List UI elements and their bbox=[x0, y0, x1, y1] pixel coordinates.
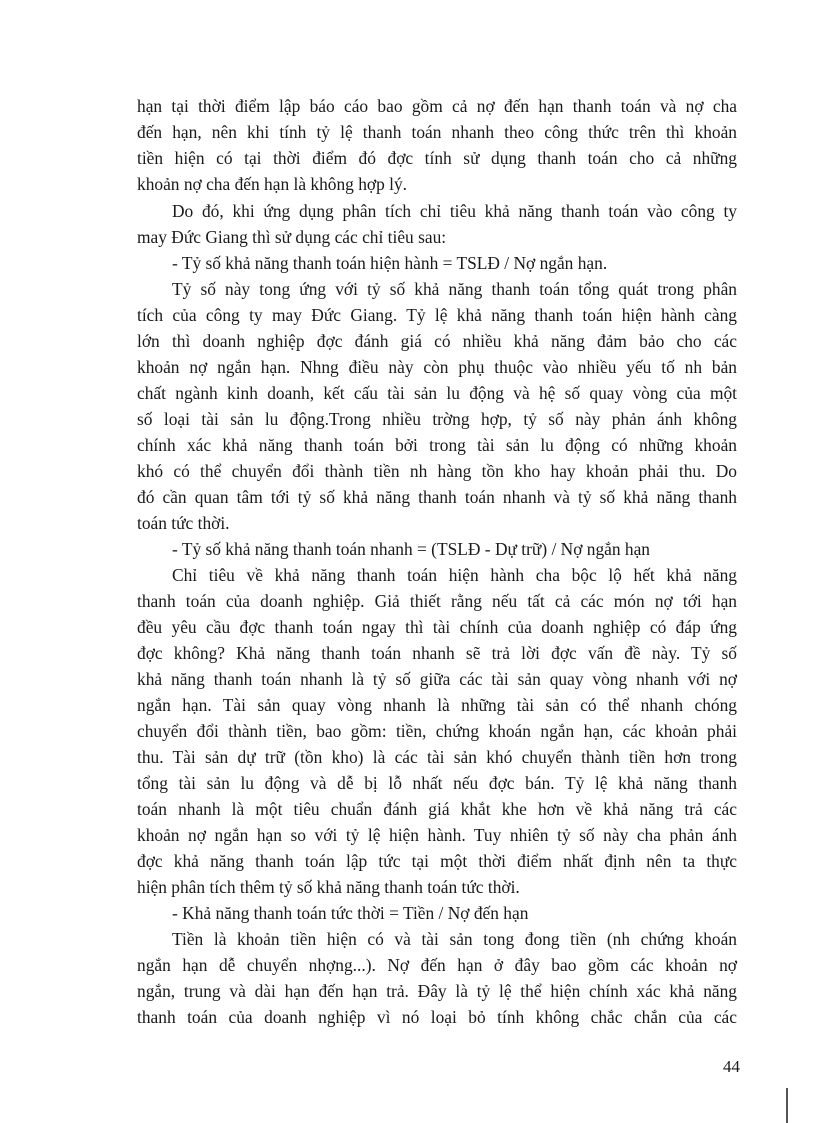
text-line: đều yêu cầu đợc thanh toán ngay thì tài chính của doanh nghiệp có đáp ứng bbox=[137, 617, 737, 637]
text-line: Do đó, khi ứng dụng phân tích chỉ tiêu khả năng thanh toán vào công ty bbox=[172, 201, 737, 221]
text-line: hạn tại thời điểm lập báo cáo bao gồm cả nợ đến hạn thanh toán và nợ cha bbox=[137, 96, 737, 116]
text-line: số loại tài sản lu động.Trong nhiều trờng hợp, tỷ số này phản ánh không bbox=[137, 409, 737, 429]
text-line: thanh toán của doanh nghiệp. Giả thiết rằng nếu tất cả các món nợ tới hạn bbox=[137, 591, 737, 611]
text-line: đợc không? Khả năng thanh toán nhanh sẽ trả lời đợc vấn đề này. Tỷ số bbox=[137, 643, 737, 663]
text-line: khoản nợ cha đến hạn là không hợp lý. bbox=[137, 174, 408, 194]
text-line: khoản nợ ngắn hạn so với tỷ lệ hiện hành. Tuy nhiên tỷ số này cha phản ánh bbox=[137, 825, 737, 845]
page-number: 44 bbox=[723, 1057, 740, 1076]
text-line: thanh toán của doanh nghiệp vì nó loại bỏ tính không chắc chắn của các bbox=[137, 1007, 737, 1027]
text-line: hiện phân tích thêm tỷ số khả năng thanh toán tức thời. bbox=[137, 877, 520, 897]
text-line: tích của công ty may Đức Giang. Tỷ lệ khả năng thanh toán hiện hành càng bbox=[137, 305, 737, 325]
text-line: chất ngành kinh doanh, kết cấu tài sản lu động và hệ số quay vòng của một bbox=[137, 383, 737, 403]
text-line: thu. Tài sản dự trữ (tồn kho) là các tài sản khó chuyển thành tiền hơn trong bbox=[137, 747, 737, 767]
text-line: may Đức Giang thì sử dụng các chỉ tiêu sau: bbox=[137, 227, 447, 247]
text-line: khó có thể chuyển đổi thành tiền nh hàng tồn kho hay khoản phải thu. Do bbox=[137, 461, 737, 481]
text-line: Tiền là khoản tiền hiện có và tài sản tong đong tiền (nh chứng khoán bbox=[172, 929, 737, 949]
text-line: toán tức thời. bbox=[137, 513, 230, 533]
text-line: đó cần quan tâm tới tỷ số khả năng thanh toán nhanh và tỷ số khả năng thanh bbox=[137, 487, 737, 507]
text-line: khả năng thanh toán nhanh là tỷ số giữa các tài sản quay vòng nhanh với nợ bbox=[137, 669, 737, 689]
text-line: - Tỷ số khả năng thanh toán hiện hành = TSLĐ / Nợ ngắn hạn. bbox=[172, 253, 608, 273]
text-line: - Tỷ số khả năng thanh toán nhanh = (TSLĐ - Dự trữ) / Nợ ngắn hạn bbox=[172, 539, 651, 559]
text-line: khoản nợ ngắn hạn. Nhng điều này còn phụ thuộc vào nhiều yếu tố nh bản bbox=[137, 357, 737, 377]
text-line: đến hạn, nên khi tính tỷ lệ thanh toán nhanh theo công thức trên thì khoản bbox=[137, 122, 737, 142]
text-line: tiền hiện có tại thời điểm đó đợc tính sử dụng thanh toán cho cả những bbox=[137, 148, 737, 168]
text-line: - Khả năng thanh toán tức thời = Tiền / Nợ đến hạn bbox=[172, 903, 529, 923]
text-line: ngắn, trung và dài hạn đến hạn trả. Đây là tỷ lệ thể hiện chính xác khả năng bbox=[137, 981, 737, 1001]
text-line: đợc khả năng thanh toán lập tức tại một thời điểm nhất định nên ta thực bbox=[137, 851, 737, 871]
scan-edge-mark bbox=[786, 1088, 788, 1123]
text-line: ngắn hạn dễ chuyển nhợng...). Nợ đến hạn ở đây bao gồm các khoản nợ bbox=[137, 955, 737, 975]
text-line: Tỷ số này tong ứng với tỷ số khả năng thanh toán tổng quát trong phân bbox=[172, 279, 737, 299]
text-line: lớn thì doanh nghiệp đợc đánh giá có nhiều khả năng đảm bảo cho các bbox=[137, 331, 737, 351]
text-line: tổng tài sản lu động và dễ bị lỗ nhất nếu đợc bán. Tỷ lệ khả năng thanh bbox=[137, 773, 737, 793]
text-line: toán nhanh là một tiêu chuẩn đánh giá khắt khe hơn về khả năng trả các bbox=[137, 799, 737, 819]
text-line: ngắn hạn. Tài sản quay vòng nhanh là những tài sản có thể nhanh chóng bbox=[137, 695, 737, 715]
text-line: chính xác khả năng thanh toán bởi trong tài sản lu động có những khoản bbox=[137, 435, 737, 455]
text-line: Chỉ tiêu về khả năng thanh toán hiện hành cha bộc lộ hết khả năng bbox=[172, 565, 737, 585]
text-line: chuyển đổi thành tiền, bao gồm: tiền, chứng khoán ngắn hạn, các khoản phải bbox=[137, 721, 737, 741]
